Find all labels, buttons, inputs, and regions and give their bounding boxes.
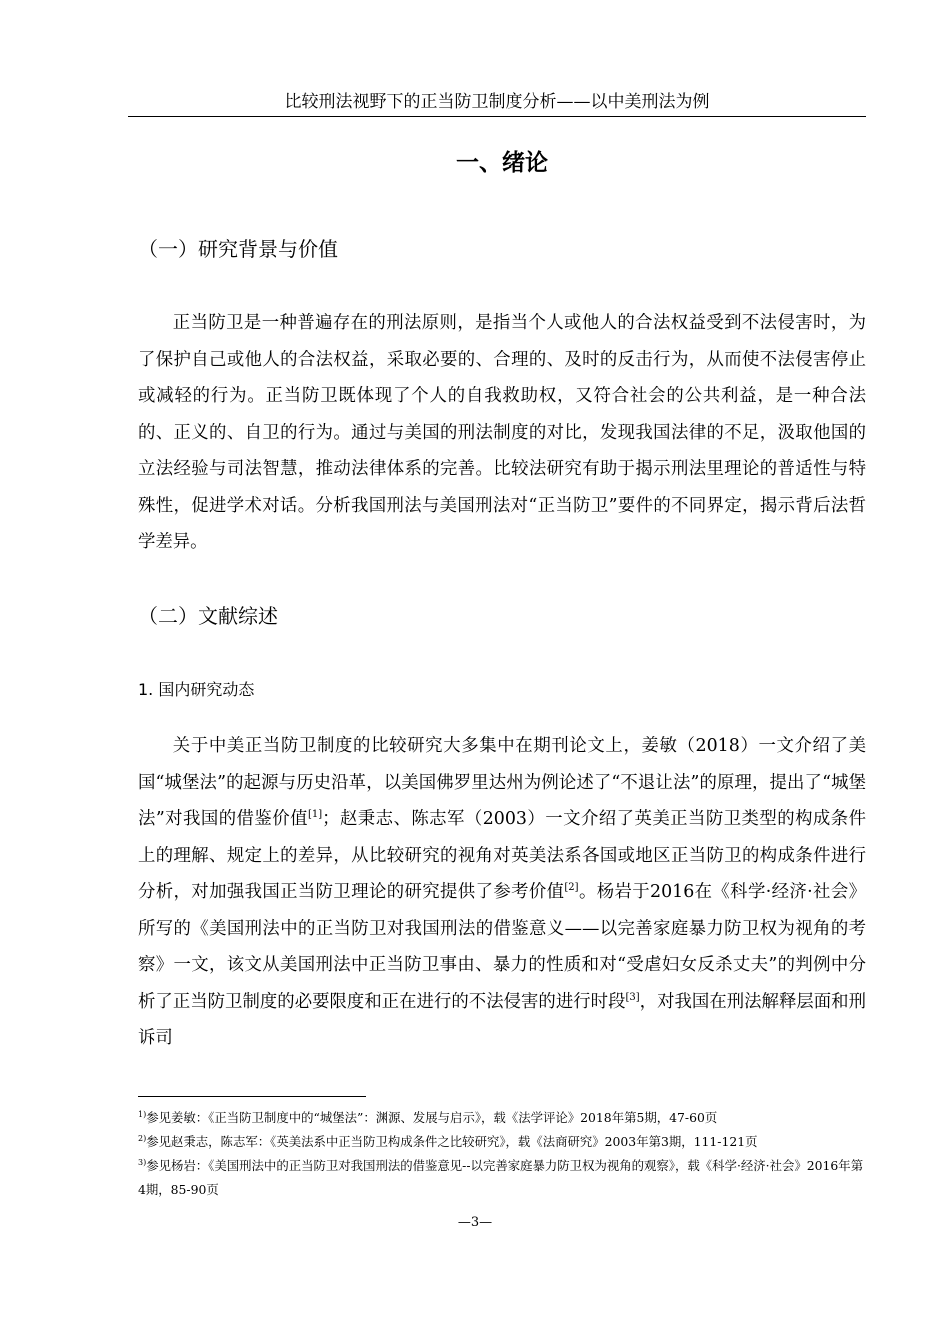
paragraph-segment: 。杨岩于2016在《科学·经济·社会》所写的《美国刑法中的正当防卫对我国刑法的借鉴意义——以完善家庭暴力防卫权为视角的考察》一文，该文从美国刑法中正当防卫事由、暴力的性质和对“受虐妇女反杀丈夫”的判例中分析了正当防卫制度的必要限度和正在进行的不法侵害的进行时段 bbox=[138, 882, 866, 1012]
footnote-item bbox=[138, 1130, 866, 1154]
footnote-item bbox=[138, 1106, 866, 1130]
footnote-reference[interactable]: [2] bbox=[564, 882, 579, 894]
footnote-text: 参见杨岩：《美国刑法中的正当防卫对我国刑法的借鉴意见--以完善家庭暴力防卫权为视角的观察》，载《科学·经济·社会》2016年第4期，85-90页 bbox=[138, 1158, 864, 1197]
footnotes bbox=[138, 1106, 866, 1202]
footnote-text: 参见姜敏：《正当防卫制度中的“城堡法”：渊源、发展与启示》，载《法学评论》2018年第5期，47-60页 bbox=[146, 1110, 718, 1125]
footnote-mark: 2) bbox=[138, 1133, 147, 1143]
footnote-reference[interactable]: [3] bbox=[625, 991, 640, 1003]
footnote-item bbox=[138, 1154, 866, 1202]
footnote-text: 参见赵秉志，陈志军：《英美法系中正当防卫构成条件之比较研究》，载《法商研究》2003年第3期，111-121页 bbox=[146, 1134, 758, 1149]
section-title-literature-review: （二）文献综述 bbox=[138, 604, 278, 628]
subsection-title-domestic-research: 1. 国内研究动态 bbox=[138, 680, 255, 699]
paragraph-segment: ；赵秉志、陈志军（2003）一文介绍了英美正当防卫类型的构成条件上的理解、规定上的差异，从比较研究的视角对英美法系各国或地区正当防卫的构成条件进行分析，对加强我国正当防卫理论的研究提供了参考价值 bbox=[138, 809, 866, 902]
page-number: —3— bbox=[457, 1215, 493, 1230]
footnote-separator bbox=[138, 1096, 366, 1097]
paragraph-segment: ，对我国在刑法解释层面和刑诉司 bbox=[138, 991, 866, 1048]
footnote-mark: 3) bbox=[138, 1157, 147, 1167]
chapter-title: 一、绪论 bbox=[456, 150, 548, 176]
paragraph-background: 正当防卫是一种普遍存在的刑法原则，是指当个人或他人的合法权益受到不法侵害时，为了保护自己或他人的合法权益，采取必要的、合理的、及时的反击行为，从而使不法侵害停止或减轻的行为。正当防卫既体现了个人的自我救助权，又符合社会的公共利益，是一种合法的、正义的、自卫的行为。通过与美国的刑法制度的对比，发现我国法律的不足，汲取他国的立法经验与司法智慧，推动法律体系的完善。比较法研究有助于揭示刑法里理论的普适性与特殊性，促进学术对话。分析我国刑法与美国刑法对“正当防卫”要件的不同界定，揭示背后法哲学差异。 bbox=[138, 313, 866, 552]
paragraph-domestic-research bbox=[138, 728, 866, 1057]
footnote-mark: 1) bbox=[138, 1109, 147, 1119]
paragraph-segment: 关于中美正当防卫制度的比较研究大多集中在期刊论文上，姜敏（2018）一文介绍了美国“城堡法”的起源与历史沿革，以美国佛罗里达州为例论述了“不退让法”的原理，提出了“城堡法”对我国的借鉴价值 bbox=[138, 736, 866, 829]
running-header: 比较刑法视野下的正当防卫制度分析——以中美刑法为例 bbox=[128, 90, 866, 117]
section-title-background: （一）研究背景与价值 bbox=[138, 237, 338, 261]
footnote-reference[interactable]: [1] bbox=[307, 809, 323, 821]
